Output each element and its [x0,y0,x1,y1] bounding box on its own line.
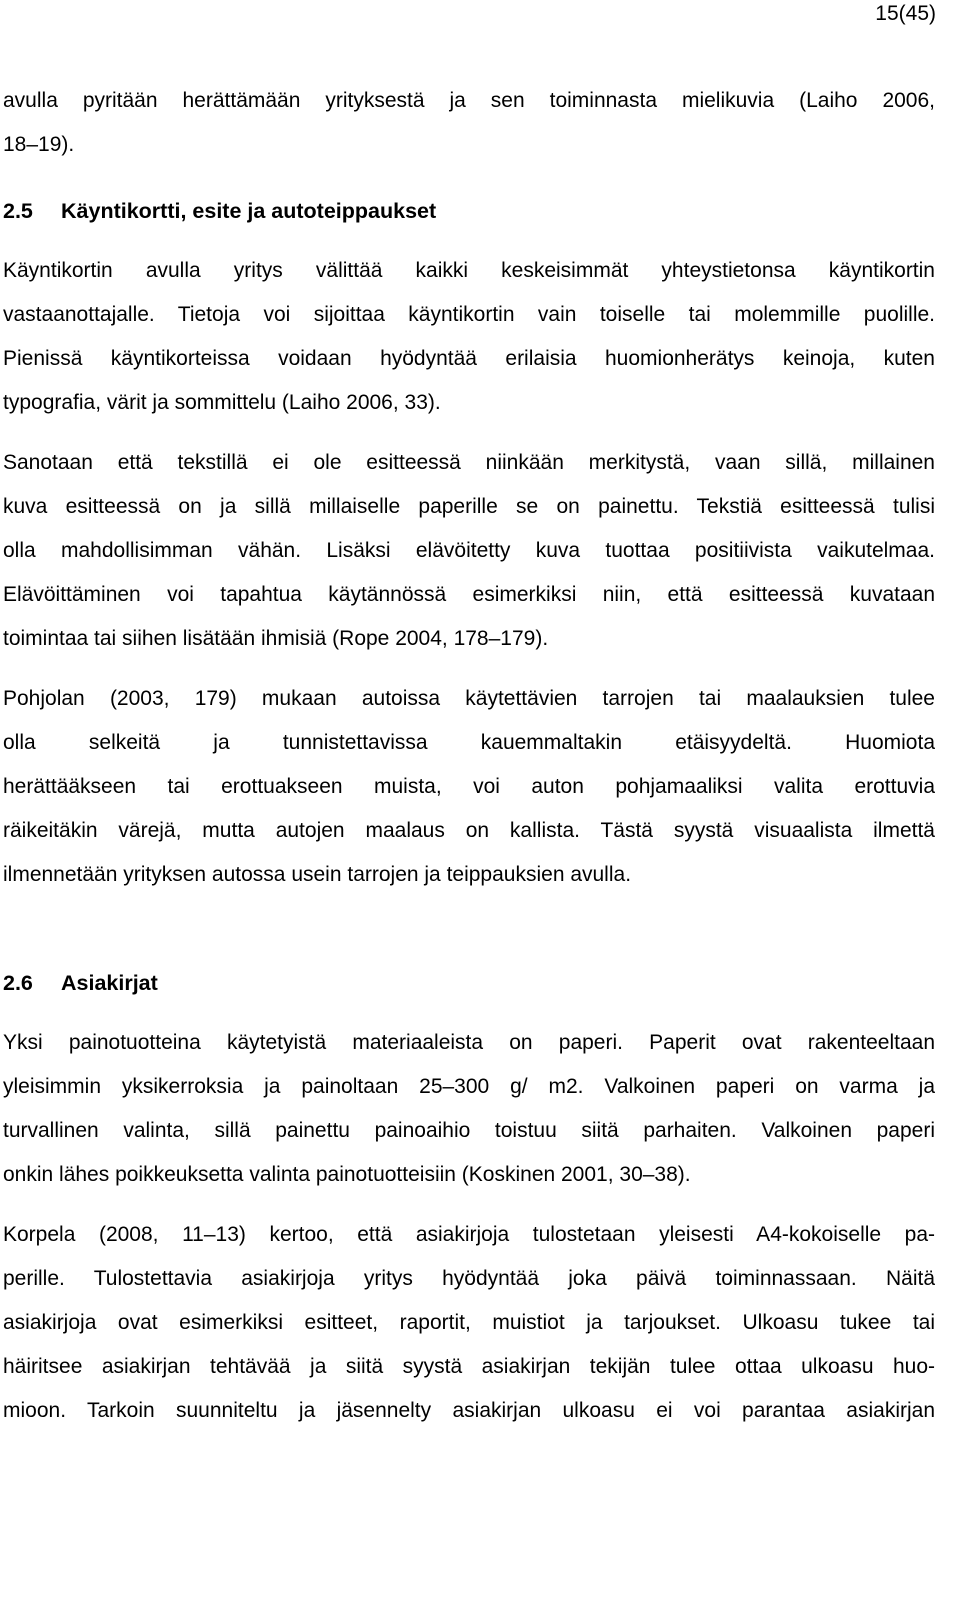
body-line: vastaanottajalle. Tietoja voi sijoittaa käyntikortin vain toiselle tai molemmille puolille. [3,303,935,326]
document-body [3,79,935,1433]
body-line: avulla pyritään herättämään yrityksestä ja sen toiminnasta mielikuvia (Laiho 2006, [3,89,935,112]
section-heading-2-5 [3,189,935,233]
body-line: onkin lähes poikkeuksetta valinta painotuotteisiin (Koskinen 2001, 30–38). [3,1163,691,1186]
body-line: herättääkseen tai erottuakseen muista, voi auton pohjamaaliksi valita erottuvia [3,775,935,798]
body-line: olla selkeitä ja tunnistettavissa kauemmaltakin etäisyydeltä. Huomiota [3,731,935,754]
body-line: Pohjolan (2003, 179) mukaan autoissa käytettävien tarrojen tai maalauksien tulee [3,687,935,710]
body-line: mioon. Tarkoin suunniteltu ja jäsennelty asiakirjan ulkoasu ei voi parantaa asiakirjan [3,1399,935,1422]
section-heading-2-6 [3,961,935,1005]
body-line: toimintaa tai siihen lisätään ihmisiä (Rope 2004, 178–179). [3,627,549,650]
body-line: 18–19). [3,133,75,156]
section-number: 2.5 [3,199,33,223]
body-line: Sanotaan että tekstillä ei ole esitteessä niinkään merkitystä, vaan sillä, millainen [3,451,935,474]
body-line: räikeitäkin värejä, mutta autojen maalaus on kallista. Tästä syystä visuaalista ilmettä [3,819,935,842]
section-number: 2.6 [3,971,33,995]
body-line: Elävöittäminen voi tapahtua käytännössä esimerkiksi niin, että esitteessä kuvataan [3,583,935,606]
page-number: 15(45) [875,2,936,25]
body-line: Pienissä käyntikorteissa voidaan hyödyntää erilaisia huomionherätys keinoja, kuten [3,347,935,370]
body-line: kuva esitteessä on ja sillä millaiselle paperille se on painettu. Tekstiä esitteessä tulisi [3,495,935,518]
body-line: Yksi painotuotteina käytetyistä materiaaleista on paperi. Paperit ovat rakenteeltaan [3,1031,935,1054]
body-line: olla mahdollisimman vähän. Lisäksi elävöitetty kuva tuottaa positiivista vaikutelmaa. [3,539,935,562]
body-line: yleisimmin yksikerroksia ja painoltaan 25–300 g/ m2. Valkoinen paperi on varma ja [3,1075,935,1098]
body-line: asiakirjoja ovat esimerkiksi esitteet, raportit, muistiot ja tarjoukset. Ulkoasu tukee tai [3,1311,935,1334]
body-line: perille. Tulostettavia asiakirjoja yritys hyödyntää joka päivä toiminnassaan. Näitä [3,1267,935,1290]
body-line: turvallinen valinta, sillä painettu painoaihio toistuu siitä parhaiten. Valkoinen paperi [3,1119,935,1142]
section-title: Asiakirjat [61,971,158,995]
body-line: häiritsee asiakirjan tehtävää ja siitä syystä asiakirjan tekijän tulee ottaa ulkoasu huo- [3,1355,935,1378]
body-line: Käyntikortin avulla yritys välittää kaikki keskeisimmät yhteystietonsa käyntikortin [3,259,935,282]
body-line: Korpela (2008, 11–13) kertoo, että asiakirjoja tulostetaan yleisesti A4-kokoiselle pa- [3,1223,935,1246]
body-line: typografia, värit ja sommittelu (Laiho 2006, 33). [3,391,441,414]
section-title: Käyntikortti, esite ja autoteippaukset [61,199,437,223]
body-line: ilmennetään yrityksen autossa usein tarrojen ja teippauksien avulla. [3,863,632,886]
